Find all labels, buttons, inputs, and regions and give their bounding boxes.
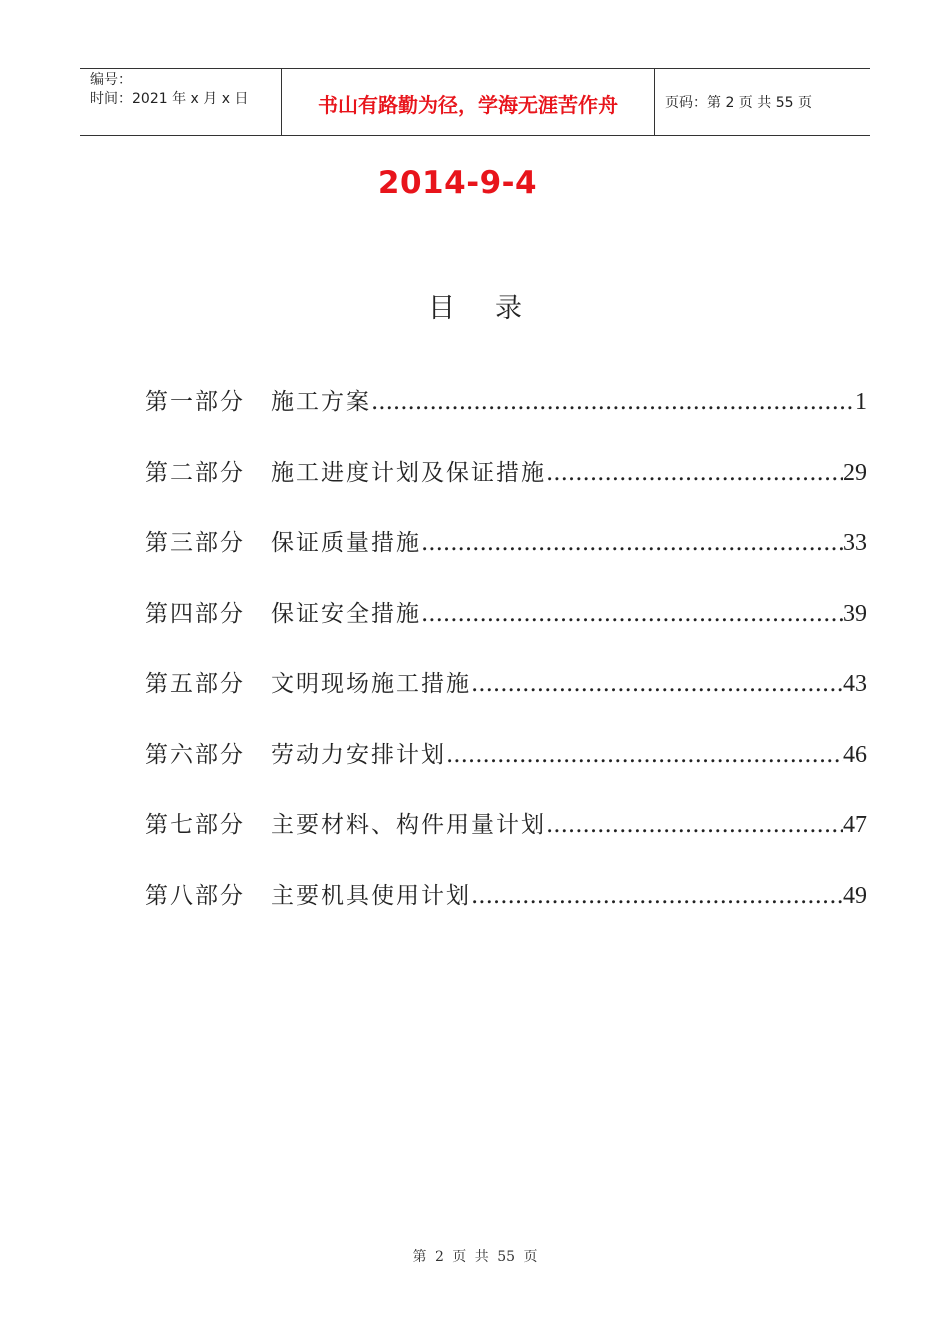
toc-dot-leader — [471, 883, 843, 909]
toc-dot-leader — [471, 671, 843, 697]
toc-entry[interactable] — [145, 454, 867, 525]
toc-dot-leader — [421, 601, 843, 627]
toc-entry-page: 49 — [843, 882, 867, 909]
toc-entry-page: 46 — [843, 741, 867, 768]
toc-dot-leader — [546, 812, 843, 838]
toc-entry-part: 第一部分 — [145, 389, 245, 415]
toc-entry-name: 主要机具使用计划 — [271, 882, 471, 909]
toc-entry-page: 1 — [855, 389, 867, 415]
toc-entry-part: 第六部分 — [145, 741, 245, 768]
toc-entry-part: 第七部分 — [145, 812, 245, 838]
toc-entry-name: 保证安全措施 — [271, 600, 421, 627]
toc-entry-part: 第五部分 — [145, 671, 245, 697]
toc-dot-leader — [421, 530, 843, 556]
table-of-contents — [145, 383, 867, 947]
toc-dot-leader — [546, 460, 843, 486]
toc-entry[interactable] — [145, 595, 867, 666]
toc-entry[interactable] — [145, 806, 867, 877]
toc-entry-name: 施工进度计划及保证措施 — [271, 459, 546, 486]
header-page-info: 页码：第 2 页 共 55 页 — [665, 95, 812, 111]
toc-entry[interactable] — [145, 665, 867, 736]
toc-entry-page: 33 — [843, 530, 867, 556]
toc-entry-page: 43 — [843, 671, 867, 697]
toc-entry-part: 第四部分 — [145, 600, 245, 627]
toc-entry-name: 施工方案 — [271, 389, 371, 415]
date-title: 2014-9-4 — [377, 165, 538, 201]
toc-entry[interactable] — [145, 383, 867, 454]
header-motto: 书山有路勤为径，学海无涯苦作舟 — [282, 69, 655, 135]
toc-entry-name: 主要材料、构件用量计划 — [271, 812, 546, 838]
toc-entry-part: 第八部分 — [145, 882, 245, 909]
toc-entry-name: 保证质量措施 — [271, 530, 421, 556]
toc-entry[interactable] — [145, 877, 867, 948]
toc-entry-page: 47 — [843, 812, 867, 838]
header-meta-cell — [80, 69, 282, 135]
toc-title-char-1: 目 — [428, 293, 455, 324]
toc-entry-part: 第二部分 — [145, 459, 245, 486]
toc-entry-part: 第三部分 — [145, 530, 245, 556]
toc-dot-leader — [446, 742, 843, 768]
toc-entry-name: 文明现场施工措施 — [271, 671, 471, 697]
page-footer: 第 2 页 共 55 页 — [412, 1249, 538, 1265]
document-number-label: 编号： — [90, 72, 132, 88]
toc-title — [0, 286, 950, 325]
toc-dot-leader — [371, 389, 855, 415]
toc-entry-page: 39 — [843, 600, 867, 627]
document-header — [80, 68, 870, 136]
toc-entry[interactable] — [145, 736, 867, 807]
toc-title-char-2: 录 — [495, 293, 522, 324]
toc-entry-page: 29 — [843, 459, 867, 486]
document-time-label: 时间：2021 年 x 月 x 日 — [90, 91, 249, 107]
toc-entry[interactable] — [145, 524, 867, 595]
toc-entry-name: 劳动力安排计划 — [271, 741, 446, 768]
